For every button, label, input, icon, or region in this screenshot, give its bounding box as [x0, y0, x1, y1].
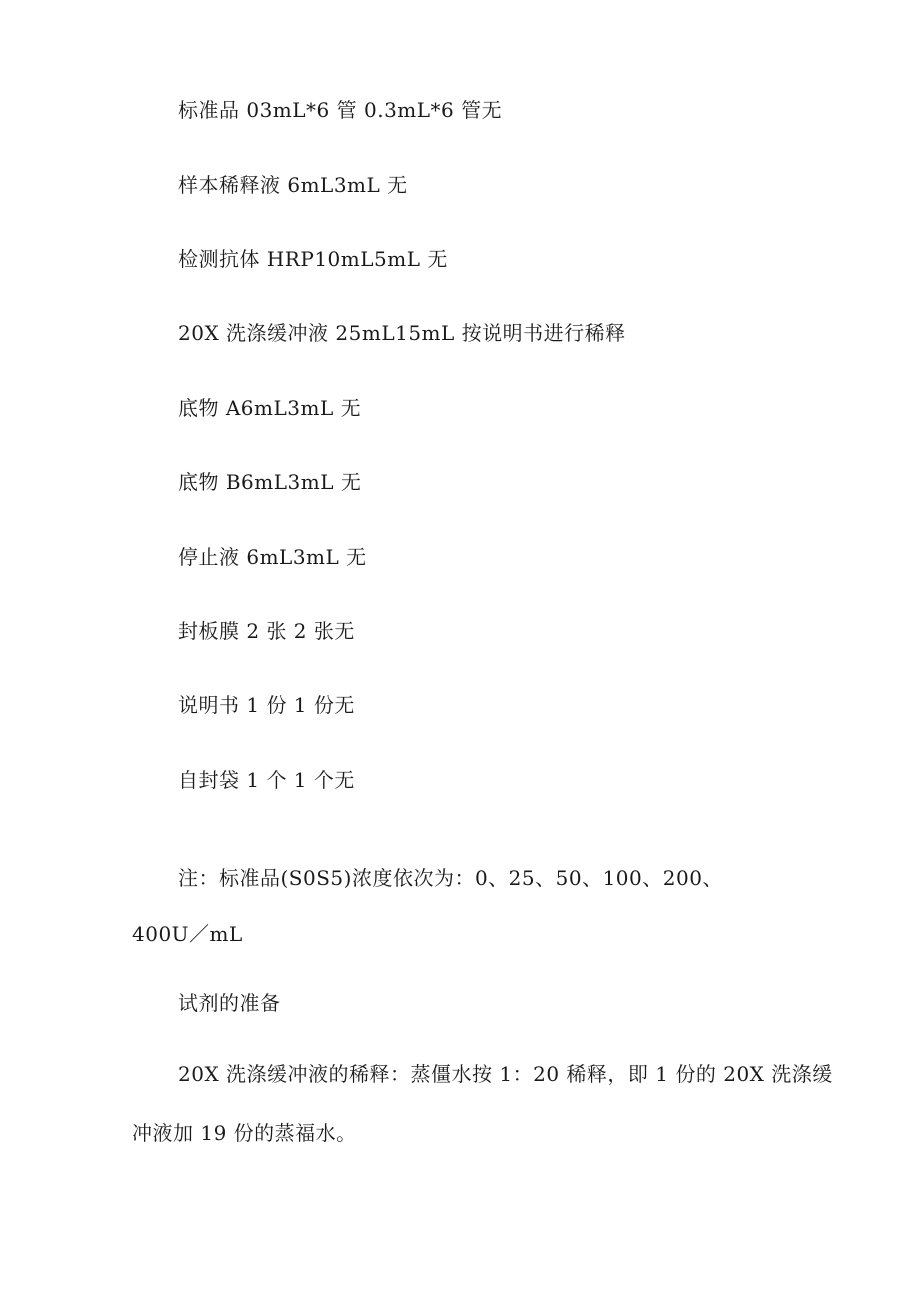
wash-dilution-line-1: 20X 洗涤缓冲液的稀释：蒸僵水按 1：20 稀释，即 1 份的 20X 洗涤缓	[178, 1062, 833, 1086]
note-line-2: 400U／mL	[132, 922, 243, 946]
note-line-1: 注：标准品(S0S5)浓度依次为：0、25、50、100、200、	[178, 866, 723, 890]
component-plate-sealer: 封板膜 2 张 2 张无	[178, 619, 355, 643]
component-substrate-a: 底物 A6mL3mL 无	[178, 396, 362, 420]
component-sample-diluent: 样本稀释液 6mL3mL 无	[178, 173, 408, 197]
component-standard: 标准品 03mL*6 管 0.3mL*6 管无	[178, 98, 503, 122]
wash-dilution-line-2: 冲液加 19 份的蒸福水。	[132, 1121, 357, 1145]
component-detection-antibody: 检测抗体 HRP10mL5mL 无	[178, 247, 448, 271]
section-heading-reagent-prep: 试剂的准备	[178, 991, 281, 1015]
component-substrate-b: 底物 B6mL3mL 无	[178, 470, 362, 494]
component-stop-solution: 停止液 6mL3mL 无	[178, 545, 367, 569]
component-wash-buffer: 20X 洗涤缓冲液 25mL15mL 按说明书进行稀释	[178, 321, 626, 345]
component-manual: 说明书 1 份 1 份无	[178, 693, 355, 717]
component-zip-bag: 自封袋 1 个 1 个无	[178, 768, 355, 792]
